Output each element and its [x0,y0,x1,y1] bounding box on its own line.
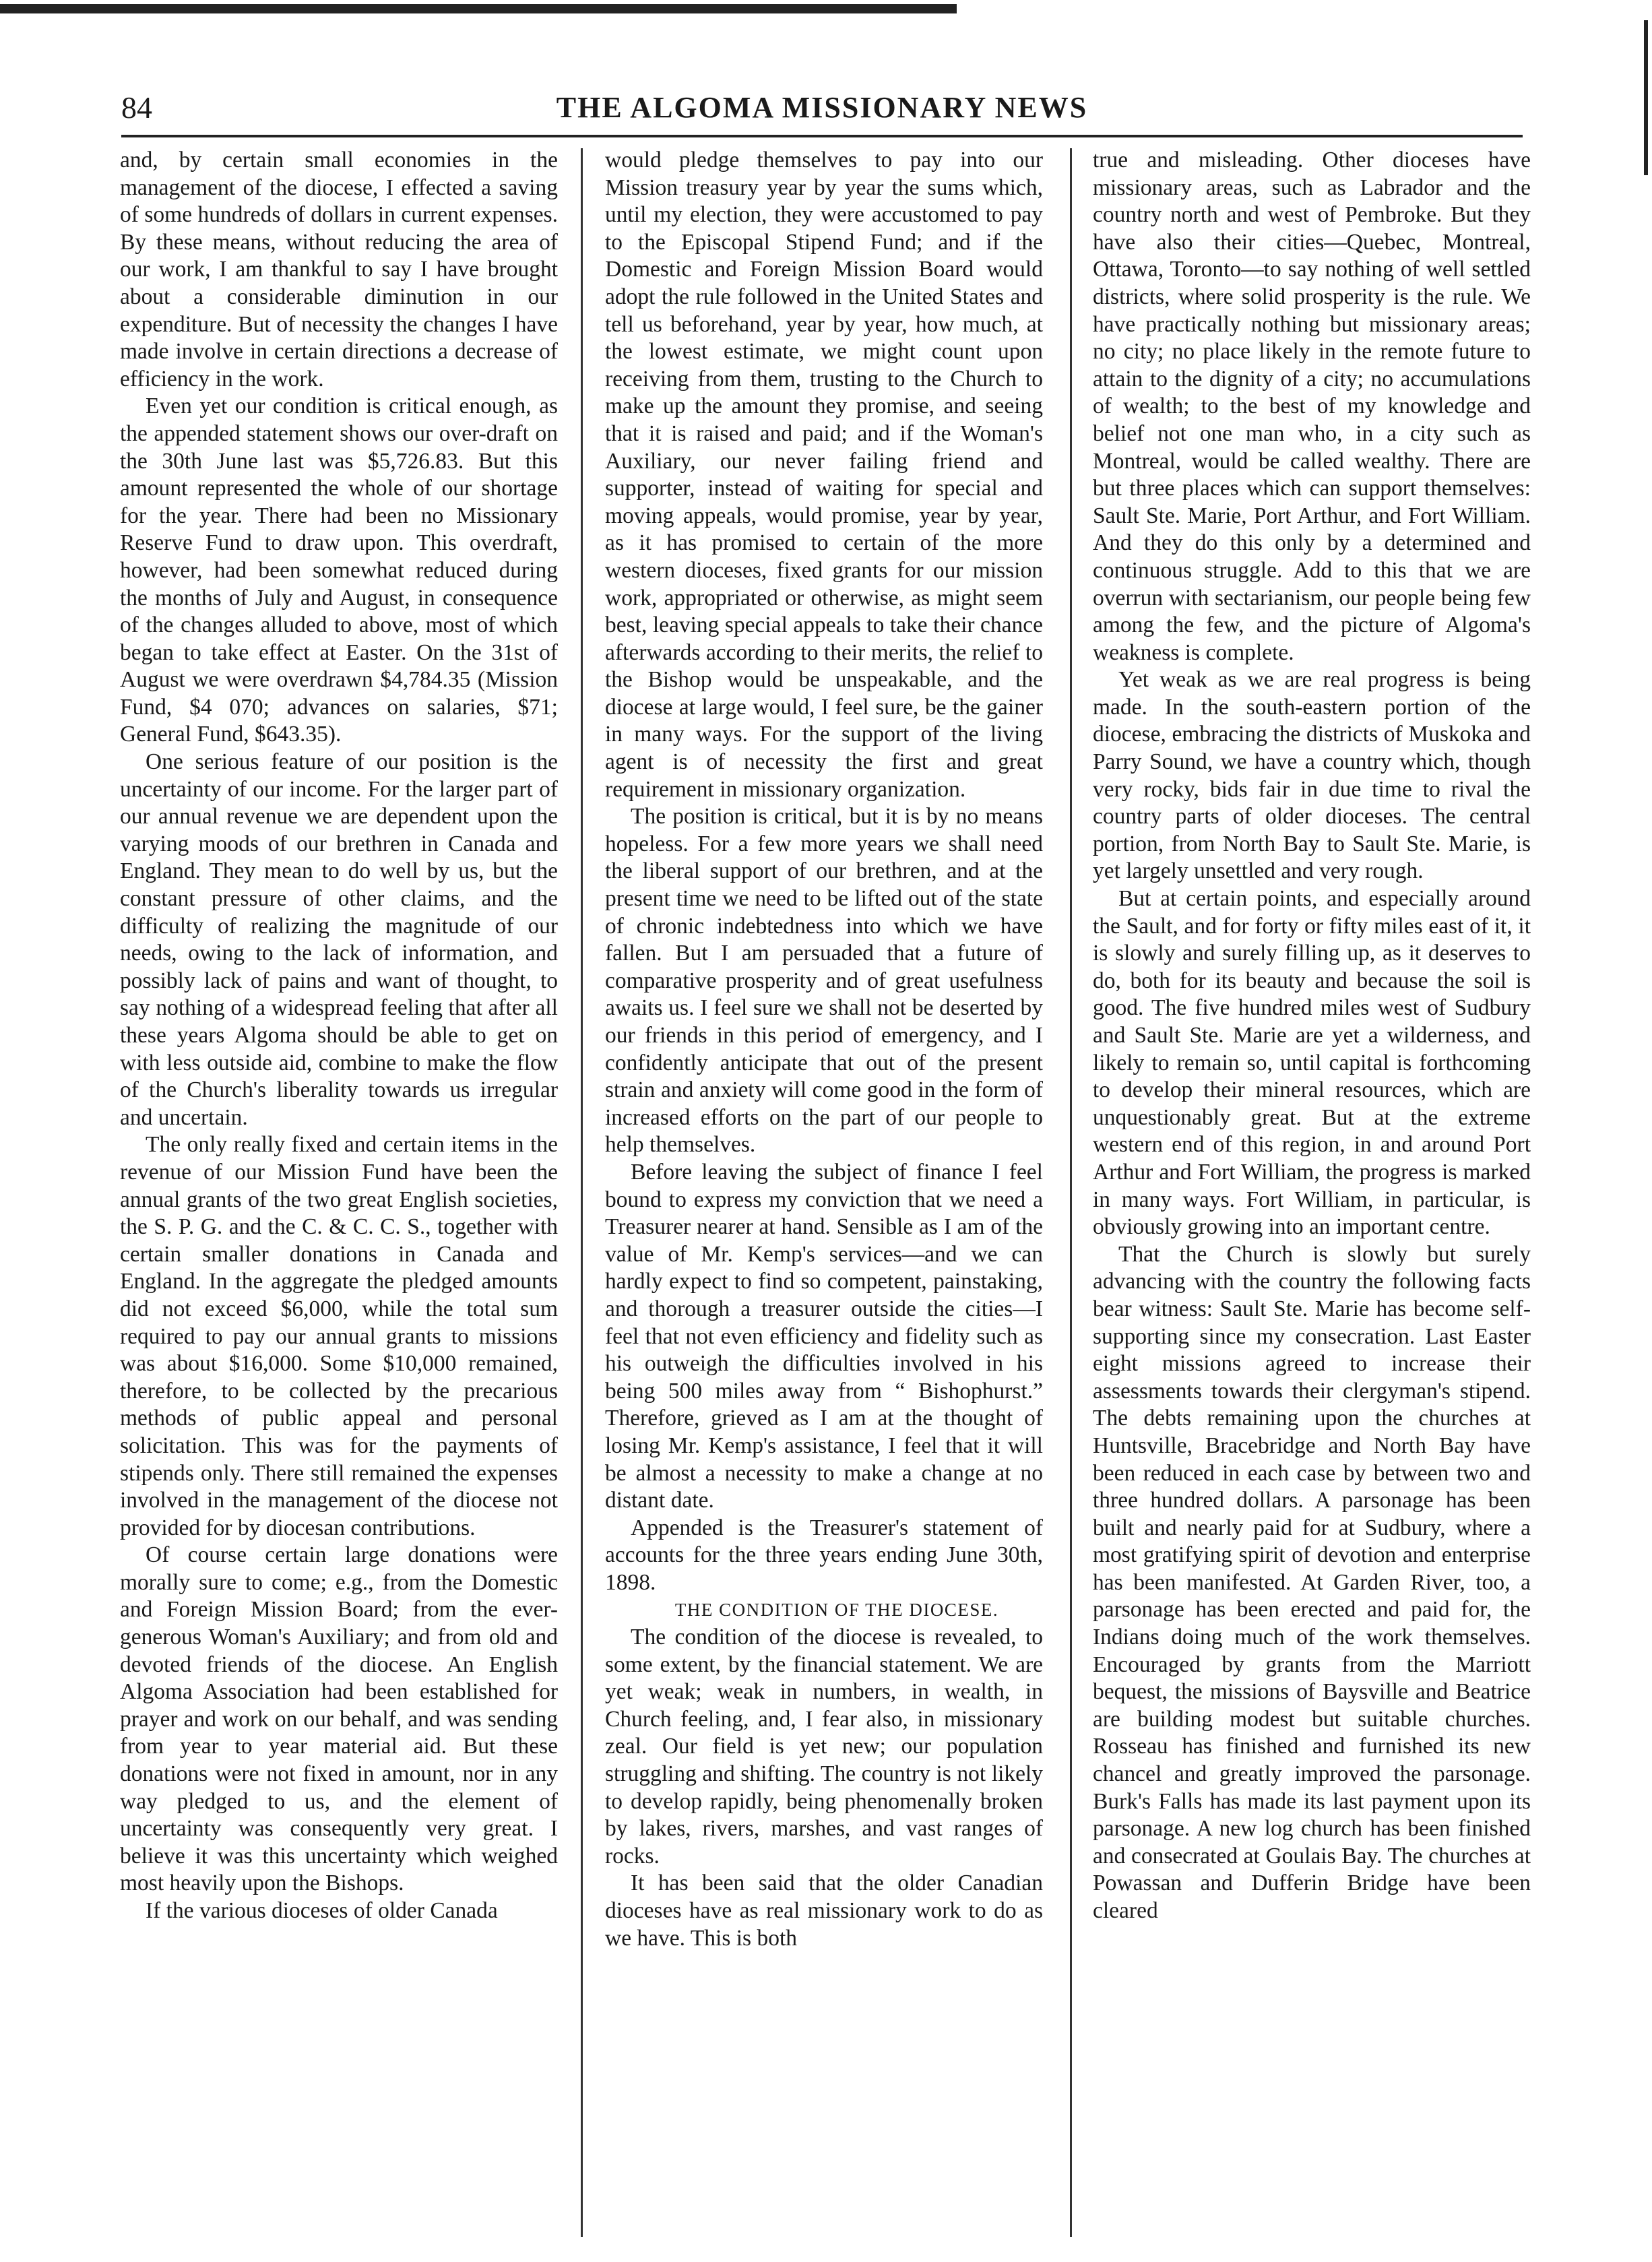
paragraph: Before leaving the subject of finance I feel bound to express my conviction that we need a Treasurer nearer at hand. Sensible as I am of the value of Mr. Kemp's services—and we can hardly expect to find so competent, painstaking, and thorough a treasurer outside the cities—I feel that not even efficiency and fidelity such as his outweigh the difficulties involved in his being 500 miles away from “ Bishophurst.” Therefore, grieved as I am at the thought of losing Mr. Kemp's assistance, I feel that it will be almost a necessity to make a change at no distant date. [605,1159,1043,1513]
paragraph: The only really fixed and certain items in the revenue of our Mission Fund have been the annual grants of the two great English societies, the S. P. G. and the C. & C. C. S., together with certain smaller donations in Canada and England. In the aggregate the pledged amounts did not exceed $6,000, while the total sum required to pay our annual grants to missions was about $16,000. Some $10,000 remained, therefore, to be collected by the precarious methods of public appeal and personal solicitation. This was for the payments of stipends only. There still remained the expenses involved in the management of the diocese not provided for by diocesan contributions. [120,1132,558,1540]
text-column-2 [605,147,1043,2222]
paragraph: But at certain points, and especially around the Sault, and for forty or fifty miles east of it, it is slowly and surely filling up, as it deserves to do, both for its beauty and because the soil is good. The five hundred miles west of Sudbury and Sault Ste. Marie are yet a wilderness, and likely to remain so, until capital is forthcoming to develop their mineral resources, which are unquestionably great. But at the extreme western end of this region, in and around Port Arthur and Fort William, the progress is marked in many ways. Fort William, in particular, is obviously growing into an important centre. [1093,886,1531,1240]
paragraph: and, by certain small economies in the management of the diocese, I effected a saving of some hundreds of dollars in current expenses. By these means, without reducing the area of our work, I am thankful to say I have brought about a considerable diminution in our expenditure. But of necessity the changes I have made involve in certain directions a decrease of efficiency in the work. [120,148,558,391]
paragraph: would pledge themselves to pay into our Mission treasury year by year the sums which, until my election, they were accustomed to pay to the Episcopal Stipend Fund; and if the Domestic and Foreign Mission Board would adopt the rule followed in the United States and tell us beforehand, year by year, how much, at the lowest estimate, we might count upon receiving from them, trusting to the Church to make up the amount they promise, and seeing that it is raised and paid; and if the Woman's Auxiliary, our never failing friend and supporter, instead of waiting for special and moving appeals, would promise, year by year, as it has promised to certain of the more western dioceses, fixed grants for our mission work, appropriated or otherwise, as might seem best, leaving special appeals to take their chance afterwards according to their merits, the relief to the Bishop would be unspeakable, and the diocese at large would, I feel sure, be the gainer in many ways. For the support of the living agent is of necessity the first and great requirement in missionary organization. [605,148,1043,802]
paragraph: If the various dioceses of older Canada [146,1898,498,1923]
paragraph: Even yet our condition is critical enough, as the appended statement shows our over-draft on the 30th June last was $5,726.83. But this amount represented the whole of our shortage for the year. There had been no Missionary Reserve Fund to draw upon. This overdraft, however, had been somewhat reduced during the months of July and August, in consequence of the changes alluded to above, most of which began to take effect at Easter. On the 31st of August we were overdrawn $4,784.35 (Mission Fund, $4 070; advances on salaries, $71; General Fund, $643.35). [120,394,558,747]
section-heading: THE CONDITION OF THE DIOCESE. [674,1600,999,1621]
page-number: 84 [121,90,152,125]
right-margin-rule [1644,20,1648,175]
paragraph: One serious feature of our position is the uncertainty of our income. For the larger part of our annual revenue we are dependent upon the varying moods of our brethren in Canada and England. They mean to do well by us, but the constant pressure of other claims, and the difficulty of realizing the magnitude of our needs, owing to the lack of information, and possibly lack of pains and want of thought, to say nothing of a widespread feeling that after all these years Algoma should be able to get on with less outside aid, combine to make the flow of the Church's liberality towards us irregular and uncertain. [120,749,558,1130]
paragraph: true and misleading. Other dioceses have missionary areas, such as Labrador and the country north and west of Pembroke. But they have also their cities—Quebec, Montreal, Ottawa, Toronto—to say nothing of well settled districts, where solid prosperity is the rule. We have practically nothing but missionary areas; no city; no place likely in the remote future to attain to the dignity of a city; no accumulations of wealth; to the best of my knowledge and belief not one man who, in a city such as Montreal, would be called wealthy. There are but three places which can support themselves: Sault Ste. Marie, Port Arthur, and Fort William. And they do this only by a determined and continuous struggle. Add to this that we are overrun with sectarianism, our people being few among the few, and the picture of Algoma's weakness is complete. [1093,148,1531,665]
text-column-3 [1093,147,1531,2222]
column-divider [1070,148,1072,2237]
top-border-rule [0,4,957,13]
paragraph: Appended is the Treasurer's statement of accounts for the three years ending June 30th, 1898. [605,1515,1043,1595]
paragraph: Yet weak as we are real progress is being made. In the south-eastern portion of the diocese, embracing the districts of Muskoka and Parry Sound, we have a country which, though very rocky, bids fair in due time to rival the country parts of older dioceses. The central portion, from North Bay to Sault Ste. Marie, is yet largely unsettled and very rough. [1093,667,1531,884]
column-divider [581,148,583,2237]
paragraph: The condition of the diocese is revealed, to some extent, by the financial statement. We are yet weak; weak in numbers, in wealth, in Church feeling, and, I fear also, in missionary zeal. Our field is yet new; our population struggling and shifting. The country is not likely to develop rapidly, being phenomenally broken by lakes, rivers, marshes, and vast ranges of rocks. [605,1625,1043,1868]
paragraph: The position is critical, but it is by no means hopeless. For a few more years we shall need the liberal support of our brethren, and at the present time we need to be lifted out of the state of chronic indebtedness into which we have fallen. But I am persuaded that a future of comparative prosperity and of great usefulness awaits us. I feel sure we shall not be deserted by our friends in this period of emergency, and I confidently anticipate that out of the present strain and anxiety will come good in the form of increased efforts on the part of our people to help themselves. [605,804,1043,1158]
running-title: THE ALGOMA MISSIONARY NEWS [556,91,1088,124]
paragraph: Of course certain large donations were morally sure to come; e.g., from the Domestic and Foreign Mission Board; from the ever-generous Woman's Auxiliary; and from old and devoted friends of the diocese. An English Algoma Association had been established for prayer and work on our behalf, and was sending from year to year material aid. But these donations were not fixed in amount, nor in any way pledged to us, and the element of uncertainty was consequently very great. I believe it was this uncertainty which weighed most heavily upon the Bishops. [120,1542,558,1896]
text-column-1 [120,147,558,2222]
paragraph: It has been said that the older Canadian dioceses have as real missionary work to do as we have. This is both [605,1871,1043,1951]
header-rule [121,135,1523,137]
paragraph: That the Church is slowly but surely advancing with the country the following facts bear witness: Sault Ste. Marie has become self-supporting since my consecration. Last Easter eight missions agreed to increase their assessments towards their clergyman's stipend. The debts remaining upon the churches at Huntsville, Bracebridge and North Bay have been reduced in each case by between two and three hundred dollars. A parsonage has been built and nearly paid for at Sudbury, where a most gratifying spirit of devotion and enterprise has been manifested. At Garden River, too, a parsonage has been erected and paid for, the Indians doing much of the work themselves. Encouraged by grants from the Marriott bequest, the missions of Baysville and Beatrice are building modest but suitable churches. Rosseau has finished and furnished its new chancel and greatly improved the parsonage. Burk's Falls has made its last payment upon its parsonage. A new log church has been finished and consecrated at Goulais Bay. The churches at Powassan and Dufferin Bridge have been cleared [1093,1241,1531,1923]
